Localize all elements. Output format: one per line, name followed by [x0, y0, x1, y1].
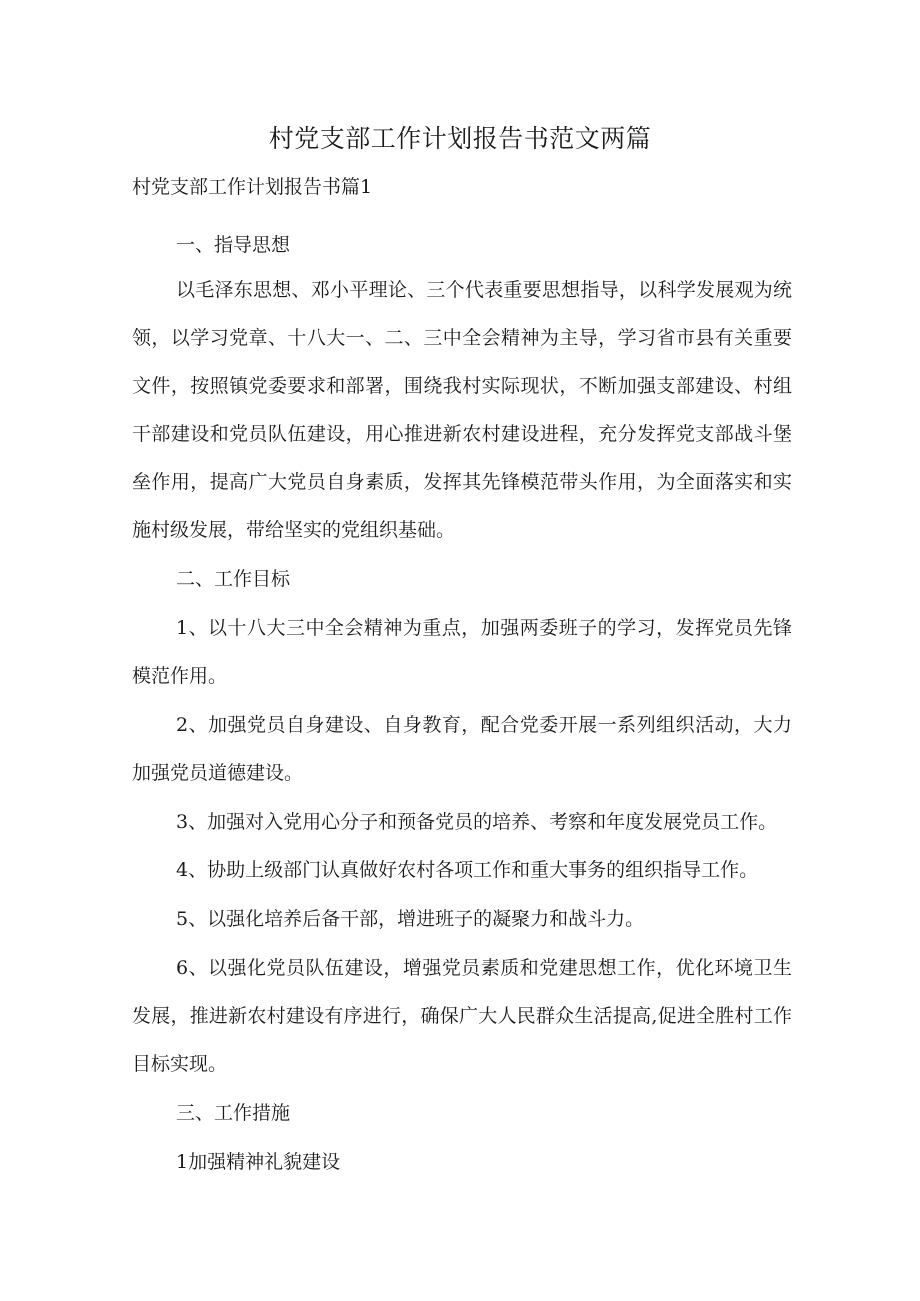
goal-item-5: 5、以强化培养后备干部，增进班子的凝聚力和战斗力。: [176, 908, 645, 930]
section-heading-work-goals: 二、工作目标: [176, 568, 291, 590]
section-heading-work-measures: 三、工作措施: [176, 1102, 291, 1124]
paragraph-guiding-ideology: 以毛泽东思想、邓小平理论、三个代表重要思想指导，以科学发展观为统领，以学习党章、十八大一、二、三中全会精神为主导，学习省市县有关重要文件，按照镇党委要求和部署，围绕我村实际现状，不断加强支部建设、村组干部建设和党员队伍建设，用心推进新农村建设进程，充分发挥党支部战斗堡垒作用，提高广大党员自身素质，发挥其先锋模范带头作用，为全面落实和实施村级发展，带给坚实的党组织基础。: [132, 279, 792, 541]
goal-item-2: 2、加强党员自身建设、自身教育，配合党委开展一系列组织活动，大力加强党员道德建设。: [132, 714, 792, 784]
goal-item-1: 1、以十八大三中全会精神为重点，加强两委班子的学习，发挥党员先锋模范作用。: [132, 617, 792, 687]
goal-item-4: 4、协助上级部门认真做好农村各项工作和重大事务的组织指导工作。: [176, 859, 759, 881]
goal-item-3: 3、加强对入党用心分子和预备党员的培养、考察和年度发展党员工作。: [176, 811, 778, 833]
document-title: 村党支部工作计划报告书范文两篇: [268, 124, 652, 153]
section-heading-guiding-ideology: 一、指导思想: [176, 234, 291, 256]
document-subtitle: 村党支部工作计划报告书篇1: [132, 176, 373, 198]
goal-item-6: 6、以强化党员队伍建设，增强党员素质和党建思想工作，优化环境卫生发展，推进新农村建设有序进行，确保广大人民群众生活提高,促进全胜村工作目标实现。: [132, 957, 792, 1075]
measure-item-1: 1加强精神礼貌建设: [176, 1151, 341, 1173]
